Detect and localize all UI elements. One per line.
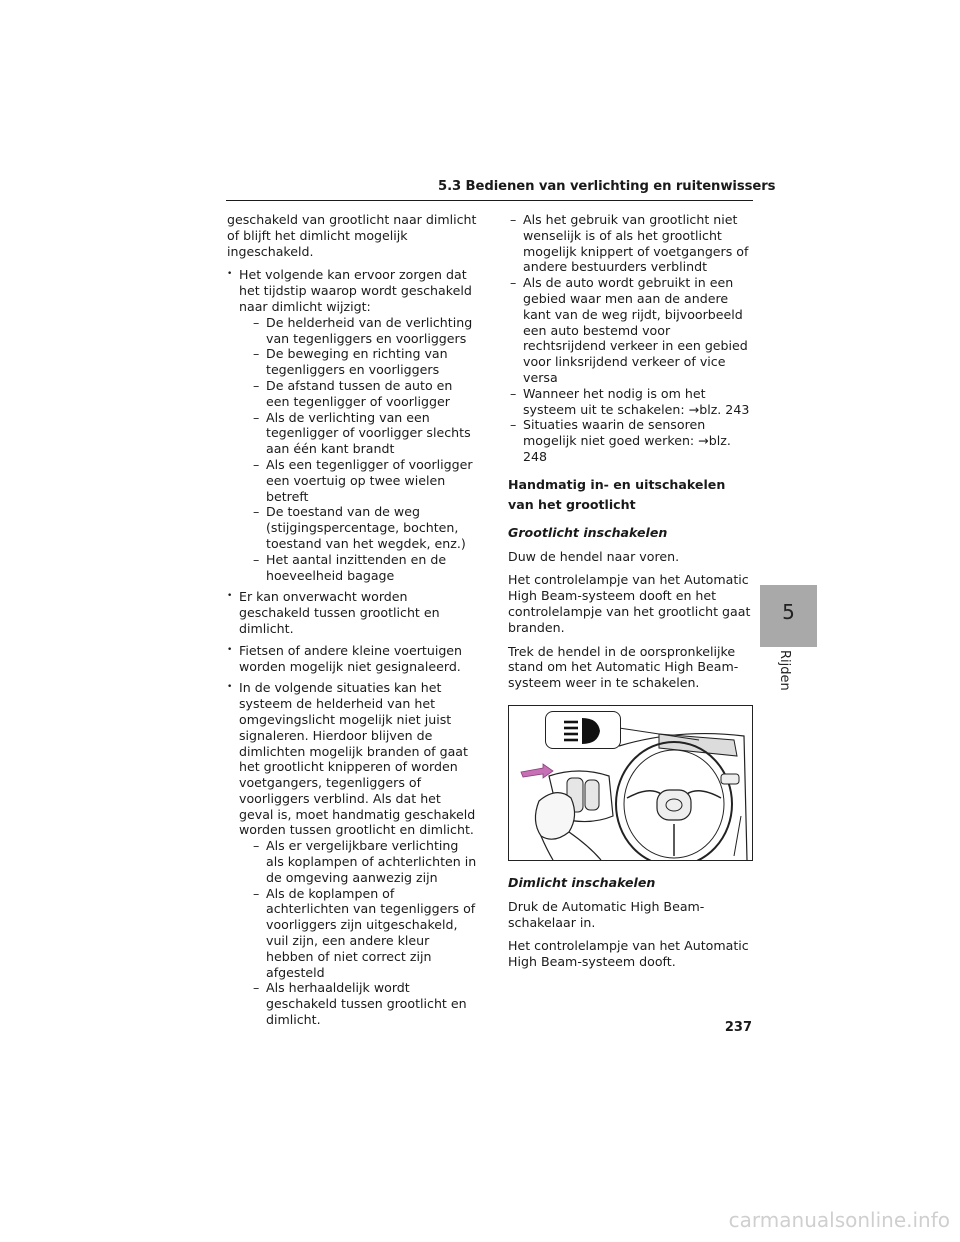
bullet-text: • Het volgende kan ervoor zorgen dat het tijdstip waarop wordt geschakeld naar dimlicht wijzigt:: [239, 267, 472, 314]
chapter-label: Rijden: [777, 650, 792, 691]
intro-paragraph: geschakeld van grootlicht naar dimlicht of blijft het dimlicht mogelijk ingeschakeld.: [227, 212, 477, 259]
instruction-paragraph: Druk de Automatic High Beam-schakelaar in.: [508, 898, 705, 930]
left-column: [227, 212, 477, 1034]
high-beam-indicator-icon: [546, 712, 620, 748]
bullet-unexpected-switch: [227, 589, 477, 636]
right-column: [508, 212, 753, 978]
dash-item: – Als er vergelijkbare verlichting als koplampen of achterlichten in de omgeving aanwezig zijn: [253, 838, 477, 885]
dash-item: – Als de auto wordt gebruikt in een gebied waar men aan de andere kant van de weg rijdt, bijvoorbeeld een auto bestemd voor rechtsrijdend verkeer in een gebied voor linksrijdend verkeer of vice versa: [510, 275, 748, 385]
bullet-small-vehicles: [227, 643, 477, 675]
dash-item: – Situaties waarin de sensoren mogelijk niet goed werken: →blz. 248: [510, 417, 731, 464]
instruction-paragraph: Duw de hendel naar voren.: [508, 548, 680, 564]
lever-illustration: [508, 705, 753, 861]
subheading-high-beam-on: Grootlicht inschakelen: [508, 524, 668, 540]
dash-item: – De beweging en richting van tegenliggers en voorliggers: [253, 346, 448, 378]
page-number: 237: [724, 1020, 752, 1035]
dash-item: – Wanneer het nodig is om het systeem uit te schakelen: →blz. 243: [510, 385, 750, 417]
bullet-ambient-light: [227, 680, 477, 1028]
high-beam-callout: [545, 711, 621, 749]
bullet-text: • In de volgende situaties kan het systeem de helderheid van het omgevingslicht mogelijk niet juist signaleren. Hierdoor blijven de dimlichten mogelijk branden of gaat het grootlicht knipperen of worden voetgangers, tegenliggers of voorliggers verblind. Als dat het geval is, moet handmatig geschakeld worden tussen grootlicht en dimlicht.: [239, 680, 476, 838]
dash-item: – Als de koplampen of achterlichten van tegenliggers of voorliggers zijn uitgeschakeld, vuil zijn, een andere kleur hebben of niet correct zijn afgesteld: [253, 885, 476, 980]
instruction-paragraph: Trek de hendel in de oorspronkelijke stand om het Automatic High Beam-systeem weer in te schakelen.: [508, 643, 739, 691]
watermark: carmanualsonline.info: [728, 1208, 950, 1232]
dash-item: – De toestand van de weg (stijgingspercentage, bochten, toestand van het wegdek, enz.): [253, 504, 466, 551]
section-header-title: 5.3 Bedienen van verlichting en ruitenwissers: [438, 179, 776, 194]
subheading-low-beam-on: Dimlicht inschakelen: [508, 874, 656, 890]
section-heading: Handmatig in- en uitschakelen van het grootlicht: [508, 476, 726, 512]
instruction-paragraph: Het controlelampje van het Automatic High Beam-systeem dooft en het controlelampje van het grootlicht gaat branden.: [508, 572, 751, 635]
chapter-number: 5: [782, 600, 795, 624]
dash-item: – Als een tegenligger of voorligger een voertuig op twee wielen betreft: [253, 456, 473, 504]
dash-item: – De afstand tussen de auto en een tegenligger of voorligger: [253, 377, 453, 409]
instruction-paragraph: Het controlelampje van het Automatic High Beam-systeem dooft.: [508, 938, 749, 970]
dash-item: – De helderheid van de verlichting van tegenliggers en voorliggers: [253, 314, 473, 346]
dash-item: – Als het gebruik van grootlicht niet wenselijk is of als het grootlicht mogelijk knippert of voetgangers of andere bestuurders verblindt: [510, 212, 749, 275]
push-arrow-icon: [521, 764, 553, 778]
dash-item: – Het aantal inzittenden en de hoeveelheid bagage: [253, 551, 447, 583]
bullet-text: • Fietsen of andere kleine voertuigen worden mogelijk niet gesignaleerd.: [239, 642, 463, 674]
dash-item: – Als de verlichting van een tegenligger of voorligger slechts aan één kant brandt: [253, 409, 471, 457]
header-divider: [226, 200, 753, 201]
bullet-switch-timing: [227, 267, 477, 583]
bullet-text: • Er kan onverwacht worden geschakeld tussen grootlicht en dimlicht.: [239, 589, 440, 636]
dash-item: – Als herhaaldelijk wordt geschakeld tussen grootlicht en dimlicht.: [253, 980, 467, 1028]
